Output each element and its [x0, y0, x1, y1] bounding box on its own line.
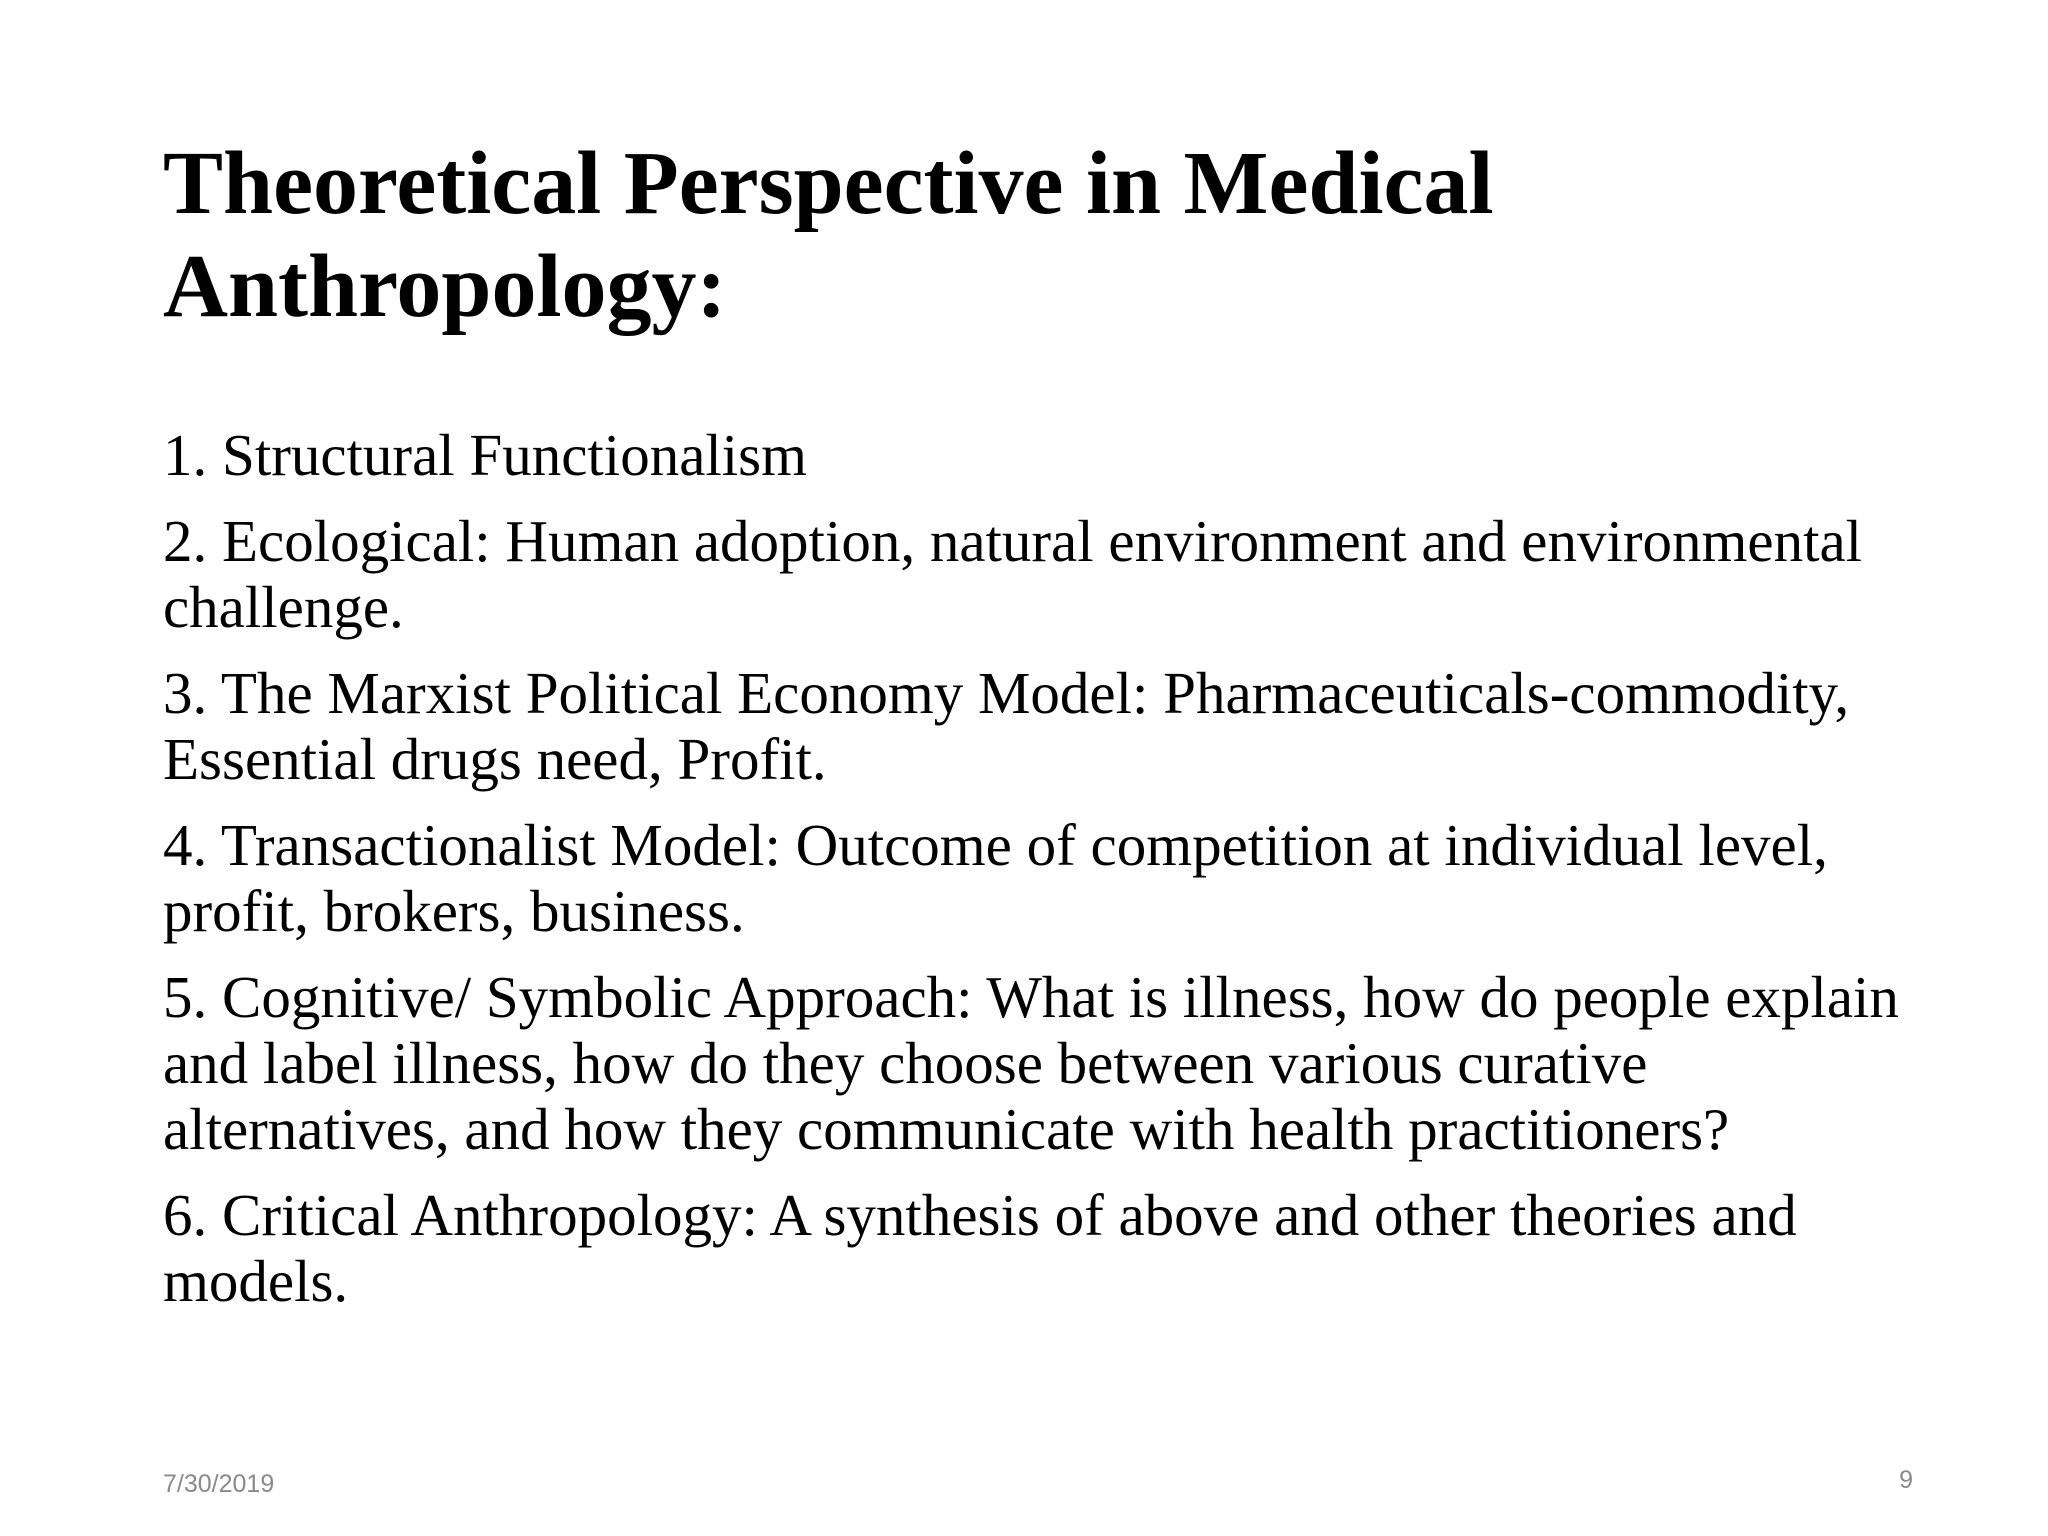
slide-title: Theoretical Perspective in Medical Anthropology:	[163, 134, 1494, 336]
page-number: 9	[1899, 1466, 1913, 1494]
list-item: 6. Critical Anthropology: A synthesis of above and other theories and models.	[163, 1182, 1797, 1314]
list-item: 5. Cognitive/ Symbolic Approach: What is illness, how do people explain and label illness, how do they choose between various curative alternatives, and how they communicate with health practitioners?	[163, 964, 1899, 1162]
theory-list	[163, 422, 1923, 1334]
list-item: 4. Transactionalist Model: Outcome of competition at individual level, profit, brokers, business.	[163, 812, 1828, 944]
list-item: 2. Ecological: Human adoption, natural environment and environmental challenge.	[163, 508, 1863, 640]
footer-date: 7/30/2019	[163, 1470, 275, 1498]
list-item: 3. The Marxist Political Economy Model: Pharmaceuticals-commodity, Essential drugs need, Profit.	[163, 660, 1850, 792]
list-item: 1. Structural Functionalism	[163, 422, 808, 488]
